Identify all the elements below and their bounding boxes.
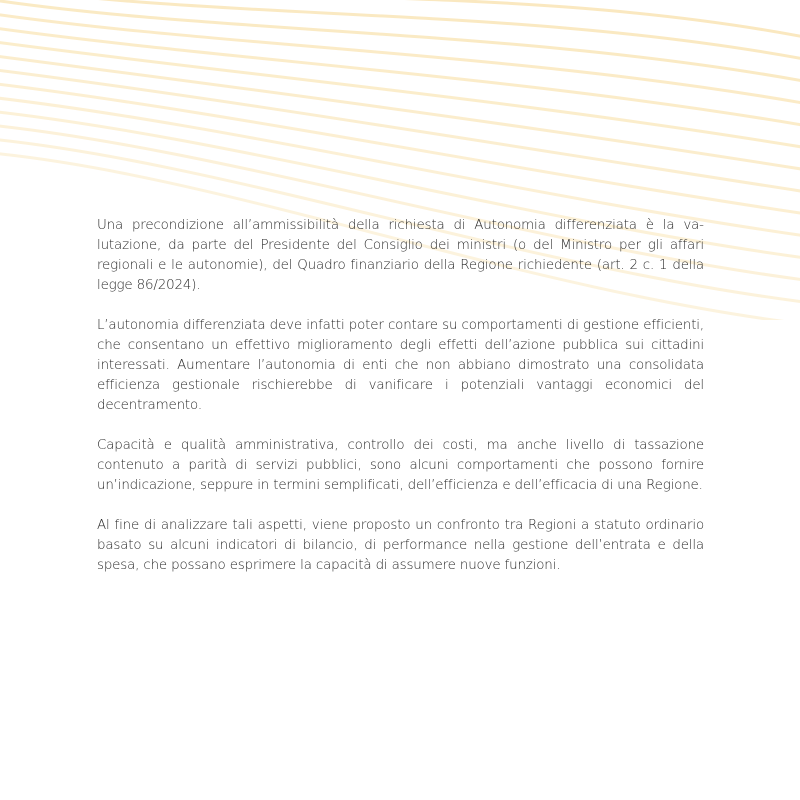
wave-line xyxy=(0,0,800,40)
paragraph-1: Una precondizione all’ammissibilità della richiesta di Autonomia differenziata è la valutazione, da parte del Presidente del Consiglio dei ministri (o del Ministro per gli affari regionali e le autonomie), del Quadro finanziario della Regione richiedente (art. 2 c. 1 della legge 86/2024). xyxy=(97,218,704,293)
paragraph-2: L’autonomia differenziata deve infatti poter contare su comportamenti di gestione efficienti, che consentano un effettivo miglioramento degli effetti dell’azione pubblica sui cittadini interessati. Aumentare l’autonomia di enti che non abbiano dimostrato una consolidata efficienza gestionale rischierebbe di vanificare i potenziali vantaggi economici del decentramento. xyxy=(97,318,704,413)
body-text xyxy=(97,216,704,596)
wave-line xyxy=(0,40,800,150)
paragraph-4: Al fine di analizzare tali aspetti, viene proposto un confronto tra Regioni a statuto ordinario basato su alcuni indicatori di bilancio, di performance nella gestione dell’entrata e della spesa, che possano esprimere la capacità di assumere nuove funzioni. xyxy=(97,518,704,573)
paragraph-3: Capacità e qualità amministrativa, controllo dei costi, ma anche livello di tassazione contenuto a parità di servizi pubblici, sono alcuni comportamenti che possono fornire un’indicazione, seppure in termini semplificati, dell’efficienza e dell’efficacia di una Regione. xyxy=(97,438,704,493)
